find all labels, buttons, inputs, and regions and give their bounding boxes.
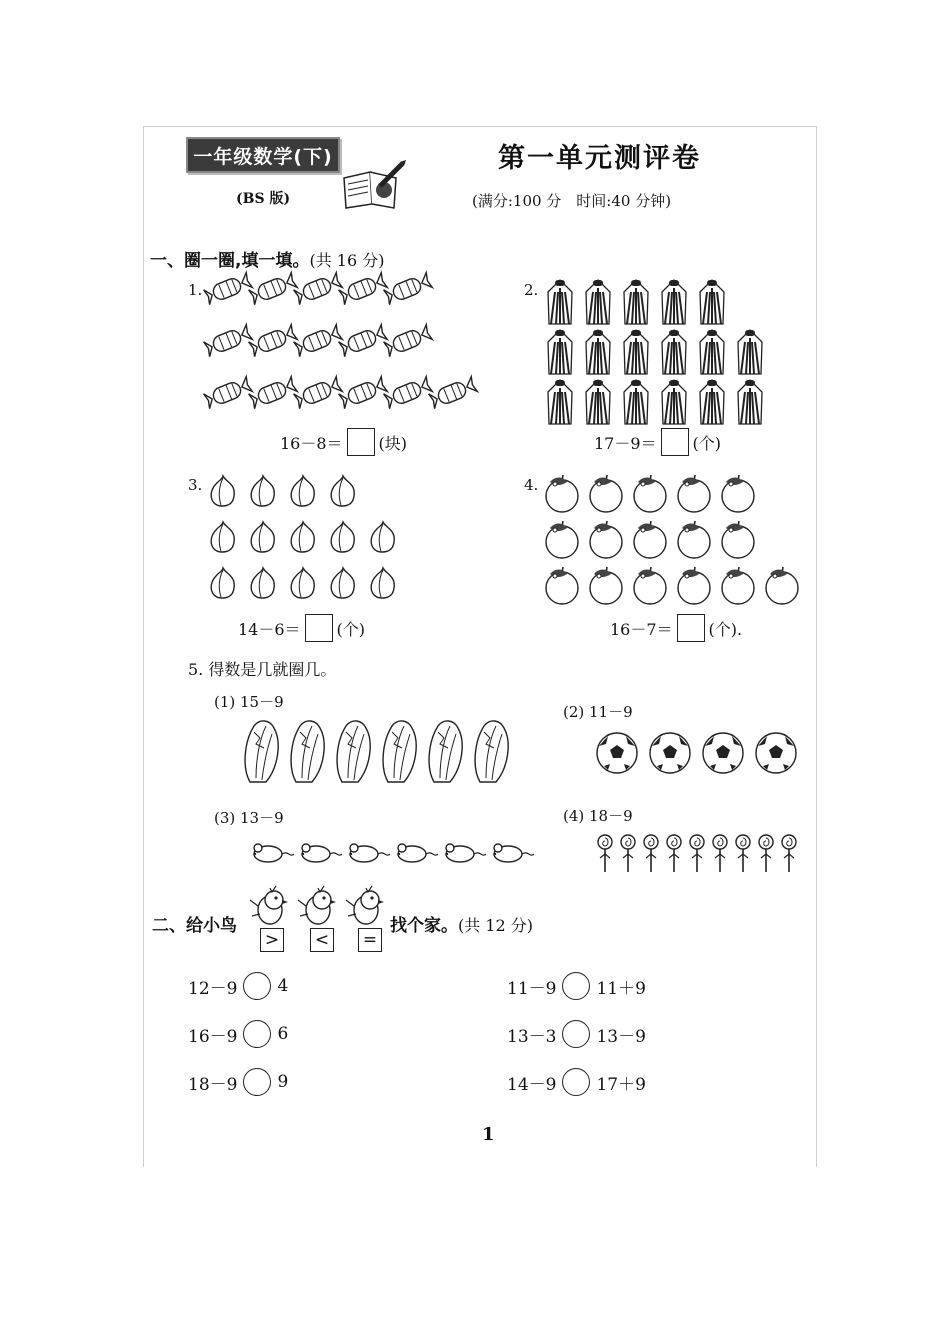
q4-equation bbox=[610, 614, 742, 642]
candy-icon bbox=[204, 273, 253, 305]
bird-icon bbox=[250, 886, 288, 924]
lollipop-icon bbox=[621, 835, 635, 872]
lollipop-icon bbox=[598, 835, 612, 872]
compare-right: 9 bbox=[277, 1072, 289, 1092]
lollipop-group bbox=[596, 834, 808, 874]
compare-left: 11－9 bbox=[507, 978, 557, 999]
apple-icon bbox=[546, 567, 578, 604]
peach-icon bbox=[211, 476, 234, 506]
q5-part-4-label: (4) 18－9 bbox=[563, 807, 633, 825]
candy-icon bbox=[249, 377, 298, 409]
q2-unit: (个) bbox=[692, 433, 722, 453]
shuttlecock-icon bbox=[700, 280, 724, 324]
less-than-symbol[interactable]: < bbox=[310, 928, 334, 952]
apple-icon bbox=[590, 567, 622, 604]
apple-icon bbox=[590, 521, 622, 558]
peach-icon bbox=[291, 522, 314, 552]
section-2-points: (共 12 分) bbox=[458, 916, 534, 935]
compare-right: 17＋9 bbox=[596, 1074, 646, 1095]
compare-row bbox=[507, 1068, 646, 1096]
apple-group bbox=[545, 472, 815, 612]
compare-row bbox=[507, 1020, 646, 1048]
q5-part-2-label: (2) 11－9 bbox=[563, 703, 633, 721]
apple-icon bbox=[546, 475, 578, 512]
q5-label: 5. 得数是几就圈几。 bbox=[188, 660, 337, 679]
shuttlecock-icon bbox=[548, 280, 572, 324]
apple-icon bbox=[722, 567, 754, 604]
grade-tag: 一年级数学(下) bbox=[186, 137, 340, 173]
shuttlecock-icon bbox=[662, 380, 686, 424]
apple-icon bbox=[590, 475, 622, 512]
shuttlecock-group bbox=[545, 278, 785, 428]
cabbage-icon bbox=[383, 721, 416, 782]
compare-row bbox=[188, 1020, 288, 1048]
compare-right: 4 bbox=[277, 976, 289, 996]
section-2-title-b: 找个家。 bbox=[390, 916, 458, 936]
q4-expression: 16－7＝ bbox=[610, 619, 673, 639]
candy-icon bbox=[249, 273, 298, 305]
shuttlecock-icon bbox=[586, 330, 610, 374]
apple-icon bbox=[634, 475, 666, 512]
q5-part-1-label: (1) 15－9 bbox=[214, 693, 284, 711]
q3-expression: 14－6＝ bbox=[238, 619, 301, 639]
peach-icon bbox=[371, 568, 394, 598]
q2-equation bbox=[594, 428, 721, 456]
q4-label: 4. bbox=[524, 476, 539, 494]
apple-icon bbox=[722, 521, 754, 558]
candy-icon bbox=[384, 377, 433, 409]
compare-answer-circle[interactable] bbox=[243, 1068, 271, 1096]
greater-than-symbol[interactable]: > bbox=[260, 928, 284, 952]
book-pencil-icon bbox=[340, 160, 410, 210]
cabbage-icon bbox=[429, 721, 462, 782]
peach-icon bbox=[291, 568, 314, 598]
page-number: 1 bbox=[482, 1124, 495, 1145]
lollipop-icon bbox=[736, 835, 750, 872]
q3-label: 3. bbox=[188, 476, 203, 494]
apple-icon bbox=[678, 521, 710, 558]
shuttlecock-icon bbox=[624, 280, 648, 324]
apple-icon bbox=[634, 567, 666, 604]
candy-icon bbox=[339, 325, 388, 357]
shuttlecock-icon bbox=[738, 330, 762, 374]
candy-icon bbox=[294, 273, 343, 305]
peach-icon bbox=[211, 568, 234, 598]
peach-icon bbox=[291, 476, 314, 506]
q2-answer-box[interactable] bbox=[661, 428, 689, 456]
compare-right: 11＋9 bbox=[596, 978, 646, 999]
peach-icon bbox=[371, 522, 394, 552]
compare-left: 12－9 bbox=[188, 978, 238, 999]
shuttlecock-icon bbox=[662, 280, 686, 324]
q1-unit: (块) bbox=[378, 433, 408, 453]
shuttlecock-icon bbox=[624, 380, 648, 424]
peach-group bbox=[208, 472, 418, 612]
bird-icon bbox=[298, 886, 336, 924]
mouse-icon bbox=[398, 844, 438, 862]
shuttlecock-icon bbox=[548, 330, 572, 374]
apple-icon bbox=[546, 521, 578, 558]
candy-icon bbox=[294, 377, 343, 409]
compare-row bbox=[188, 972, 288, 1000]
score-info: (满分:100 分 时间:40 分钟) bbox=[472, 192, 672, 210]
cabbage-icon bbox=[475, 721, 508, 782]
peach-icon bbox=[331, 522, 354, 552]
apple-icon bbox=[766, 567, 798, 604]
apple-icon bbox=[634, 521, 666, 558]
q4-unit: (个). bbox=[708, 619, 743, 639]
lollipop-icon bbox=[644, 835, 658, 872]
mouse-group bbox=[246, 838, 538, 864]
soccer-ball-icon bbox=[756, 733, 796, 773]
compare-answer-circle[interactable] bbox=[562, 1068, 590, 1096]
bird-icon bbox=[346, 886, 384, 924]
q4-answer-box[interactable] bbox=[677, 614, 705, 642]
candy-icon bbox=[384, 273, 433, 305]
peach-icon bbox=[251, 522, 274, 552]
shuttlecock-icon bbox=[662, 330, 686, 374]
section-1-title: 一、圈一圈,填一填。 bbox=[150, 251, 310, 271]
lollipop-icon bbox=[713, 835, 727, 872]
compare-right: 6 bbox=[277, 1024, 289, 1044]
apple-icon bbox=[678, 567, 710, 604]
apple-icon bbox=[722, 475, 754, 512]
q3-equation bbox=[238, 614, 365, 642]
section-1-points: (共 16 分) bbox=[309, 251, 385, 270]
candy-icon bbox=[249, 325, 298, 357]
cabbage-icon bbox=[337, 721, 370, 782]
peach-icon bbox=[211, 522, 234, 552]
page-title: 第一单元测评卷 bbox=[498, 143, 701, 174]
q5-part-3-label: (3) 13－9 bbox=[214, 809, 284, 827]
compare-answer-circle[interactable] bbox=[562, 972, 590, 1000]
shuttlecock-icon bbox=[700, 380, 724, 424]
shuttlecock-icon bbox=[700, 330, 724, 374]
soccer-ball-icon bbox=[650, 733, 690, 773]
compare-row bbox=[188, 1068, 288, 1096]
soccer-ball-icon bbox=[597, 733, 637, 773]
compare-left: 14－9 bbox=[507, 1074, 557, 1095]
mouse-icon bbox=[494, 844, 534, 862]
section-2-heading-a: 二、给小鸟 bbox=[152, 916, 237, 936]
candy-icon bbox=[204, 325, 253, 357]
cabbage-icon bbox=[245, 721, 278, 782]
q1-expression: 16－8＝ bbox=[280, 433, 343, 453]
shuttlecock-icon bbox=[548, 380, 572, 424]
section-1-heading bbox=[150, 246, 385, 271]
compare-row bbox=[507, 972, 646, 1000]
candy-icon bbox=[384, 325, 433, 357]
q3-answer-box[interactable] bbox=[305, 614, 333, 642]
lollipop-icon bbox=[667, 835, 681, 872]
apple-icon bbox=[678, 475, 710, 512]
compare-answer-circle[interactable] bbox=[562, 1020, 590, 1048]
candy-icon bbox=[339, 273, 388, 305]
edition-label: (BS 版) bbox=[236, 191, 291, 207]
cabbage-icon bbox=[291, 721, 324, 782]
peach-icon bbox=[251, 476, 274, 506]
mouse-icon bbox=[302, 844, 342, 862]
lollipop-icon bbox=[690, 835, 704, 872]
q1-answer-box[interactable] bbox=[347, 428, 375, 456]
compare-left: 18－9 bbox=[188, 1074, 238, 1095]
shuttlecock-icon bbox=[586, 380, 610, 424]
candy-group bbox=[205, 275, 495, 425]
q2-expression: 17－9＝ bbox=[594, 433, 657, 453]
compare-left: 16－9 bbox=[188, 1026, 238, 1047]
peach-icon bbox=[251, 568, 274, 598]
bird-group bbox=[250, 886, 390, 928]
compare-right: 13－9 bbox=[596, 1026, 646, 1047]
soccer-ball-group bbox=[596, 732, 806, 778]
peach-icon bbox=[331, 476, 354, 506]
lollipop-icon bbox=[759, 835, 773, 872]
candy-icon bbox=[339, 377, 388, 409]
mouse-icon bbox=[446, 844, 486, 862]
cabbage-group bbox=[242, 718, 522, 788]
shuttlecock-icon bbox=[624, 330, 648, 374]
shuttlecock-icon bbox=[738, 380, 762, 424]
soccer-ball-icon bbox=[703, 733, 743, 773]
candy-icon bbox=[204, 377, 253, 409]
q1-label: 1. bbox=[188, 281, 203, 299]
shuttlecock-icon bbox=[586, 280, 610, 324]
compare-answer-circle[interactable] bbox=[243, 1020, 271, 1048]
section-2-heading-b bbox=[390, 911, 533, 936]
mouse-icon bbox=[350, 844, 390, 862]
lollipop-icon bbox=[782, 835, 796, 872]
peach-icon bbox=[331, 568, 354, 598]
candy-icon bbox=[429, 377, 478, 409]
equals-symbol[interactable]: = bbox=[358, 928, 382, 952]
mouse-icon bbox=[254, 844, 294, 862]
q2-label: 2. bbox=[524, 281, 539, 299]
q1-equation bbox=[280, 428, 407, 456]
q3-unit: (个) bbox=[336, 619, 366, 639]
compare-left: 13－3 bbox=[507, 1026, 557, 1047]
compare-answer-circle[interactable] bbox=[243, 972, 271, 1000]
candy-icon bbox=[294, 325, 343, 357]
